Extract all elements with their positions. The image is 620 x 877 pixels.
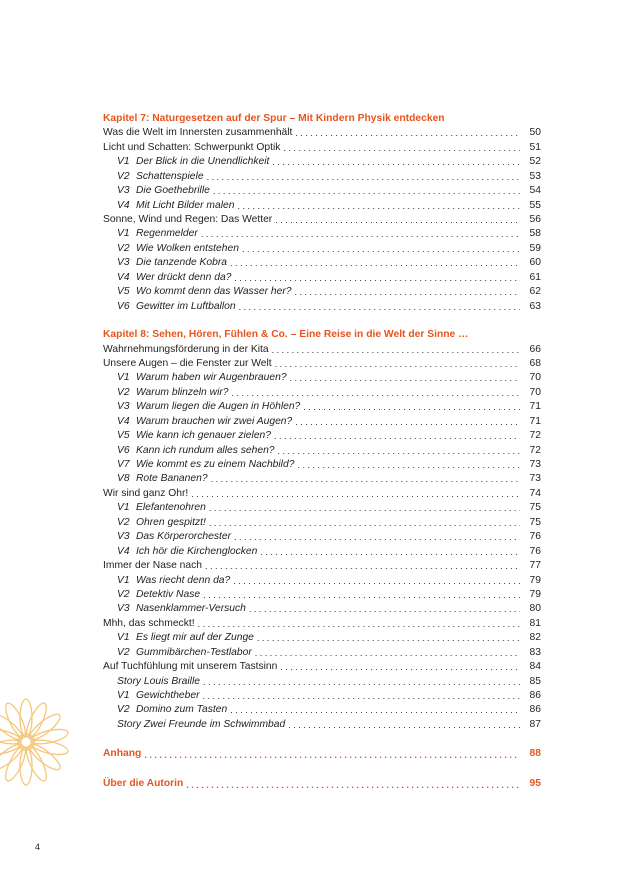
entry-page-number: 62: [529, 286, 541, 298]
experiment-code: V3: [117, 531, 130, 543]
entry-page-number: 55: [529, 199, 541, 211]
entry-title: Story Zwei Freunde im Schwimmbad: [117, 718, 286, 730]
experiment-code: V4: [117, 199, 130, 211]
entry-page-number: 59: [529, 242, 541, 254]
author-leader: [186, 778, 520, 792]
toc-entry[interactable]: [103, 170, 541, 184]
entry-title: Wo kommt denn das Wasser her?: [136, 286, 292, 298]
dot-leader: [203, 675, 520, 689]
entry-page-number: 76: [529, 545, 541, 557]
toc-entry[interactable]: [103, 126, 541, 140]
appendix-page: 88: [529, 748, 541, 760]
experiment-code: V2: [117, 646, 130, 658]
entry-page-number: 86: [529, 704, 541, 716]
entry-page-number: 68: [529, 357, 541, 369]
dot-leader: [255, 646, 520, 660]
dot-leader: [303, 400, 520, 414]
entry-page-number: 71: [529, 401, 541, 413]
dot-leader: [275, 357, 520, 371]
entry-title: Domino zum Tasten: [136, 704, 228, 716]
toc-entry[interactable]: [103, 718, 541, 732]
entry-page-number: 61: [529, 271, 541, 283]
entry-page-number: 73: [529, 473, 541, 485]
entry-title: Der Blick in die Unendlichkeit: [136, 156, 270, 168]
entry-title: Warum blinzeln wir?: [136, 386, 229, 398]
dot-leader: [198, 617, 520, 631]
entry-title: Wir sind ganz Ohr!: [103, 487, 189, 499]
toc-entry[interactable]: [103, 617, 541, 631]
toc-entry[interactable]: [103, 285, 541, 299]
appendix-entry[interactable]: [103, 746, 541, 762]
entry-title: Elefantenohren: [136, 502, 206, 514]
entry-page-number: 85: [529, 675, 541, 687]
toc-entry[interactable]: [103, 501, 541, 515]
author-entry[interactable]: [103, 776, 541, 792]
chapter-8-entries: [103, 343, 541, 733]
dot-leader: [211, 472, 520, 486]
experiment-code: V2: [117, 516, 130, 528]
toc-entry[interactable]: [103, 415, 541, 429]
toc-entry[interactable]: [103, 646, 541, 660]
dot-leader: [203, 689, 520, 703]
entry-title: Nasenklammer-Versuch: [136, 603, 246, 615]
toc-entry[interactable]: [103, 631, 541, 645]
experiment-code: V1: [117, 574, 130, 586]
experiment-code: V2: [117, 386, 130, 398]
entry-page-number: 74: [529, 487, 541, 499]
entry-page-number: 72: [529, 444, 541, 456]
toc-entry[interactable]: [103, 444, 541, 458]
entry-title: Wie kommt es zu einem Nachbild?: [136, 459, 295, 471]
entry-title: Die tanzende Kobra: [136, 257, 228, 269]
entry-page-number: 87: [529, 718, 541, 730]
toc-entry[interactable]: [103, 704, 541, 718]
entry-page-number: 84: [529, 661, 541, 673]
chapter-7-section: [103, 112, 541, 314]
experiment-code: V3: [117, 603, 130, 615]
entry-page-number: 73: [529, 459, 541, 471]
toc-entry[interactable]: [103, 429, 541, 443]
toc-entry[interactable]: [103, 487, 541, 501]
entry-page-number: 83: [529, 646, 541, 658]
toc-entry[interactable]: [103, 400, 541, 414]
entry-title: Warum liegen die Augen in Höhlen?: [136, 401, 301, 413]
entry-page-number: 70: [529, 386, 541, 398]
toc-entry[interactable]: [103, 300, 541, 314]
experiment-code: V3: [117, 401, 130, 413]
dot-leader: [234, 271, 520, 285]
dot-leader: [278, 444, 520, 458]
experiment-code: V6: [117, 444, 130, 456]
chapter-8-title: Kapitel 8: Sehen, Hören, Fühlen & Co. – Eine Reise in die Welt der Sinne …: [103, 329, 469, 341]
experiment-code: V8: [117, 473, 130, 485]
entry-page-number: 79: [529, 574, 541, 586]
experiment-code: V6: [117, 300, 130, 312]
entry-page-number: 50: [529, 127, 541, 139]
entry-page-number: 58: [529, 228, 541, 240]
dot-leader: [294, 285, 520, 299]
toc-entry[interactable]: [103, 343, 541, 357]
experiment-code: V2: [117, 588, 130, 600]
dot-leader: [233, 574, 520, 588]
experiment-code: V4: [117, 545, 130, 557]
daisy-flower-icon: [0, 690, 94, 800]
dot-leader: [275, 213, 520, 227]
entry-page-number: 81: [529, 617, 541, 629]
author-label: Über die Autorin: [103, 778, 184, 790]
experiment-code: V3: [117, 185, 130, 197]
dot-leader: [260, 545, 520, 559]
dot-leader: [209, 501, 520, 515]
author-page: 95: [529, 778, 541, 790]
dot-leader: [295, 126, 520, 140]
entry-title: Rote Bananen?: [136, 473, 208, 485]
toc-entry[interactable]: [103, 371, 541, 385]
entry-page-number: 75: [529, 516, 541, 528]
dot-leader: [237, 199, 520, 213]
experiment-code: V1: [117, 632, 130, 644]
toc-entry[interactable]: [103, 516, 541, 530]
entry-title: Die Goethebrille: [136, 185, 210, 197]
dot-leader: [201, 227, 520, 241]
entry-page-number: 77: [529, 560, 541, 572]
experiment-code: V1: [117, 372, 130, 384]
dot-leader: [257, 631, 520, 645]
experiment-code: V1: [117, 502, 130, 514]
dot-leader: [239, 300, 520, 314]
toc-entry[interactable]: [103, 242, 541, 256]
entry-title: Unsere Augen – die Fenster zur Welt: [103, 357, 272, 369]
entry-title: Gewitter im Luftballon: [136, 300, 236, 312]
dot-leader: [209, 516, 520, 530]
toc-entry[interactable]: [103, 675, 541, 689]
entry-page-number: 72: [529, 430, 541, 442]
toc-entry[interactable]: [103, 256, 541, 270]
entry-title: Was die Welt im Innersten zusammenhält: [103, 127, 293, 139]
experiment-code: V4: [117, 415, 130, 427]
entry-page-number: 56: [529, 214, 541, 226]
dot-leader: [272, 155, 520, 169]
toc-entry[interactable]: [103, 545, 541, 559]
entry-title: Warum haben wir Augenbrauen?: [136, 372, 287, 384]
toc-entry[interactable]: [103, 141, 541, 155]
entry-page-number: 86: [529, 690, 541, 702]
experiment-code: V5: [117, 286, 130, 298]
dot-leader: [230, 256, 520, 270]
entry-title: Ich hör die Kirchenglocken: [136, 545, 258, 557]
toc-entry[interactable]: [103, 473, 541, 487]
experiment-code: V1: [117, 228, 130, 240]
experiment-code: V1: [117, 690, 130, 702]
entry-page-number: 79: [529, 588, 541, 600]
entry-title: Wie kann ich genauer zielen?: [136, 430, 271, 442]
chapter-7-title: Kapitel 7: Naturgesetzen auf der Spur – Mit Kindern Physik entdecken: [103, 113, 445, 124]
dot-leader: [297, 458, 520, 472]
entry-page-number: 70: [529, 372, 541, 384]
dot-leader: [205, 559, 520, 573]
appendix-leader: [144, 748, 520, 762]
dot-leader: [249, 602, 520, 616]
entry-title: Es liegt mir auf der Zunge: [136, 632, 254, 644]
toc-entry[interactable]: [103, 228, 541, 242]
chapter-7-entries: [103, 126, 541, 314]
entry-title: Kann ich rundum alles sehen?: [136, 444, 275, 456]
dot-leader: [203, 588, 520, 602]
entry-title: Licht und Schatten: Schwerpunkt Optik: [103, 141, 281, 153]
toc-entry[interactable]: [103, 213, 541, 227]
entry-title: Das Körperorchester: [136, 531, 231, 543]
entry-title: Detektiv Nase: [136, 588, 201, 600]
toc-entry[interactable]: [103, 559, 541, 573]
dot-leader: [280, 660, 520, 674]
entry-title: Mhh, das schmeckt!: [103, 617, 195, 629]
entry-page-number: 63: [529, 300, 541, 312]
entry-page-number: 75: [529, 502, 541, 514]
dot-leader: [191, 487, 520, 501]
toc-entry[interactable]: [103, 530, 541, 544]
entry-page-number: 52: [529, 156, 541, 168]
entry-title: Was riecht denn da?: [136, 574, 231, 586]
toc-entry[interactable]: [103, 357, 541, 371]
dot-leader: [213, 184, 520, 198]
entry-page-number: 80: [529, 603, 541, 615]
page-number: 4: [35, 842, 41, 852]
chapter-8-section: [103, 328, 541, 732]
entry-title: Sonne, Wind und Regen: Das Wetter: [103, 214, 273, 226]
experiment-code: V5: [117, 430, 130, 442]
toc-entry[interactable]: [103, 602, 541, 616]
entry-page-number: 71: [529, 415, 541, 427]
experiment-code: V3: [117, 257, 130, 269]
entry-title: Regenmelder: [136, 228, 198, 240]
entry-title: Schattenspiele: [136, 170, 204, 182]
dot-leader: [290, 371, 520, 385]
experiment-code: V2: [117, 704, 130, 716]
appendix-label: Anhang: [103, 748, 142, 760]
experiment-code: V2: [117, 170, 130, 182]
toc-entry[interactable]: [103, 199, 541, 213]
entry-page-number: 51: [529, 141, 541, 153]
entry-title: Wer drückt denn da?: [136, 271, 232, 283]
entry-title: Immer der Nase nach: [103, 560, 203, 572]
toc-entry[interactable]: [103, 386, 541, 400]
dot-leader: [274, 429, 520, 443]
dot-leader: [288, 718, 520, 732]
entry-page-number: 66: [529, 343, 541, 355]
entry-title: Wahrnehmungsförderung in der Kita: [103, 343, 269, 355]
dot-leader: [242, 242, 520, 256]
dot-leader: [234, 530, 520, 544]
experiment-code: V4: [117, 271, 130, 283]
dot-leader: [230, 703, 520, 717]
entry-title: Wie Wolken entstehen: [136, 242, 239, 254]
dot-leader: [232, 386, 520, 400]
entry-title: Mit Licht Bilder malen: [136, 199, 235, 211]
entry-title: Story Louis Braille: [117, 675, 200, 687]
dot-leader: [295, 415, 520, 429]
toc-entry[interactable]: [103, 588, 541, 602]
entry-page-number: 60: [529, 257, 541, 269]
entry-page-number: 82: [529, 632, 541, 644]
entry-title: Ohren gespitzt!: [136, 516, 206, 528]
dot-leader: [207, 170, 520, 184]
entry-title: Gummibärchen-Testlabor: [136, 646, 252, 658]
toc-entry[interactable]: [103, 574, 541, 588]
experiment-code: V1: [117, 156, 130, 168]
entry-title: Auf Tuchfühlung mit unserem Tastsinn: [103, 661, 278, 673]
toc-entry[interactable]: [103, 458, 541, 472]
entry-title: Warum brauchen wir zwei Augen?: [136, 415, 293, 427]
experiment-code: V2: [117, 242, 130, 254]
experiment-code: V7: [117, 459, 130, 471]
toc-entry[interactable]: [103, 155, 541, 169]
toc-entry[interactable]: [103, 184, 541, 198]
entry-page-number: 53: [529, 170, 541, 182]
dot-leader: [272, 343, 520, 357]
toc-entry[interactable]: [103, 271, 541, 285]
entry-page-number: 76: [529, 531, 541, 543]
entry-title: Gewichtheber: [136, 690, 200, 702]
dot-leader: [283, 141, 520, 155]
table-of-contents: [103, 112, 541, 806]
toc-entry[interactable]: [103, 660, 541, 674]
toc-entry[interactable]: [103, 689, 541, 703]
entry-page-number: 54: [529, 185, 541, 197]
